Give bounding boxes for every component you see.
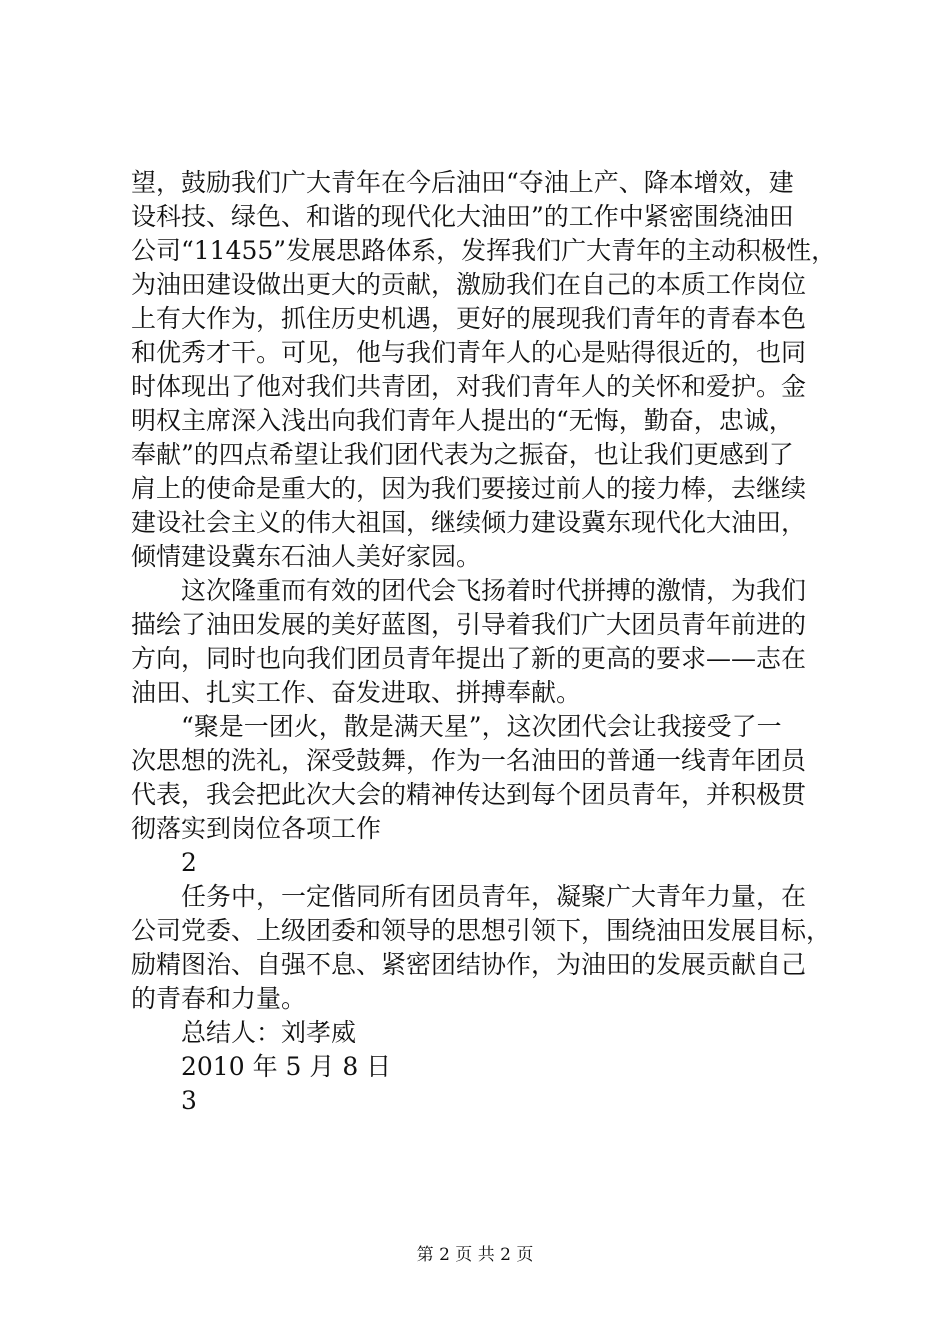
text-line: 望，鼓励我们广大青年在今后油田“夺油上产、降本增效，建: [131, 168, 794, 197]
paragraph-start: 任务中，一定偕同所有团员青年，凝聚广大青年力量，在: [181, 882, 807, 911]
text-line: 次思想的洗礼，深受鼓舞，作为一名油田的普通一线青年团员: [131, 746, 807, 775]
text-line: 奉献”的四点希望让我们团代表为之振奋，也让我们更感到了: [131, 440, 794, 469]
inline-page-number: 2: [181, 848, 197, 877]
text-line: 肩上的使命是重大的，因为我们要接过前人的接力棒，去继续: [131, 474, 807, 503]
paragraph-start: 这次隆重而有效的团代会飞扬着时代拼搏的激情，为我们: [181, 576, 807, 605]
text-line: 油田、扎实工作、奋发进取、拼搏奉献。: [131, 678, 582, 707]
text-line: 方向，同时也向我们团员青年提出了新的更高的要求——志在: [131, 644, 807, 673]
text-line: 公司“11455”发展思路体系，发挥我们广大青年的主动积极性，: [131, 236, 837, 265]
text-line: 时体现出了他对我们共青团，对我们青年人的关怀和爱护。金: [131, 372, 807, 401]
text-line: 倾情建设冀东石油人美好家园。: [131, 542, 482, 571]
text-line: 的青春和力量。: [131, 984, 307, 1013]
page-number-label: 第 2 页 共 2 页: [416, 1245, 534, 1265]
text-line: 设科技、绿色、和谐的现代化大油田”的工作中紧密围绕油田: [131, 202, 794, 231]
text-line: 和优秀才干。可见，他与我们青年人的心是贴得很近的，也同: [131, 338, 807, 367]
paragraph-start: “聚是一团火，散是满天星”，这次团代会让我接受了一: [181, 712, 782, 741]
text-line: 描绘了油田发展的美好蓝图，引导着我们广大团员青年前进的: [131, 610, 807, 639]
author-signature: 总结人：刘孝威: [181, 1018, 357, 1047]
page-footer: [0, 1244, 950, 1266]
inline-page-number: 3: [181, 1086, 197, 1115]
text-line: 明权主席深入浅出向我们青年人提出的“无悔，勤奋，忠诚，: [131, 406, 794, 435]
text-line: 励精图治、自强不息、紧密团结协作，为油田的发展贡献自己: [131, 950, 807, 979]
document-date: 2010 年 5 月 8 日: [181, 1052, 392, 1081]
text-line: 为油田建设做出更大的贡献，激励我们在自己的本质工作岗位: [131, 270, 807, 299]
text-line: 彻落实到岗位各项工作: [131, 814, 382, 843]
text-line: 建设社会主义的伟大祖国，继续倾力建设冀东现代化大油田，: [131, 508, 807, 537]
text-line: 上有大作为，抓住历史机遇，更好的展现我们青年的青春本色: [131, 304, 807, 333]
document-body: [131, 166, 837, 1118]
text-line: 代表，我会把此次大会的精神传达到每个团员青年，并积极贯: [131, 780, 807, 809]
text-line: 公司党委、上级团委和领导的思想引领下，围绕油田发展目标，: [131, 916, 832, 945]
